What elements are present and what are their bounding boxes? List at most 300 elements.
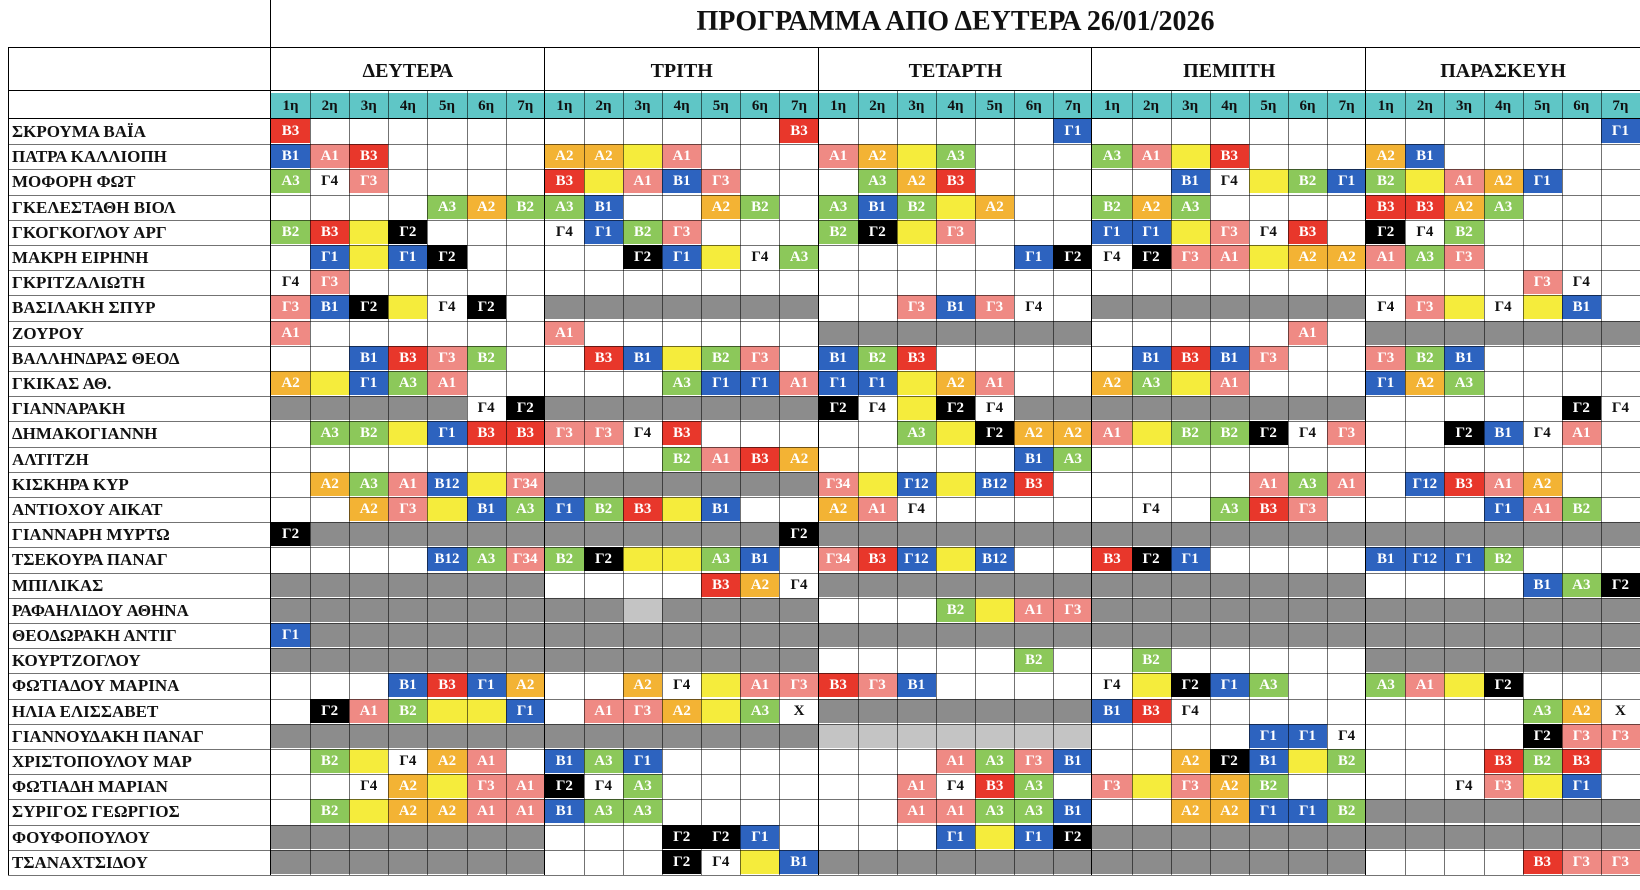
schedule-cell <box>1053 396 1092 420</box>
schedule-cell <box>427 699 466 723</box>
schedule-cell <box>936 195 975 219</box>
schedule-cell: Α1 <box>819 144 858 168</box>
schedule-cell <box>779 724 818 748</box>
schedule-cell <box>1210 623 1249 647</box>
schedule-cell <box>623 850 662 874</box>
grid-line-vertical <box>897 90 898 875</box>
schedule-cell: Γ3 <box>1210 220 1249 244</box>
schedule-cell <box>779 169 818 193</box>
schedule-cell <box>740 623 779 647</box>
schedule-cell <box>1327 623 1366 647</box>
schedule-cell <box>1366 447 1405 471</box>
schedule-cell: Γ2 <box>1210 749 1249 773</box>
schedule-cell: Γ1 <box>1444 547 1483 571</box>
schedule-cell: Α1 <box>1249 472 1288 496</box>
schedule-cell: Γ2 <box>1366 220 1405 244</box>
schedule-cell: Α2 <box>349 497 388 521</box>
schedule-cell <box>310 547 349 571</box>
schedule-cell <box>506 447 545 471</box>
schedule-cell <box>545 648 584 672</box>
schedule-cell: Β3 <box>1562 749 1601 773</box>
schedule-cell: Α1 <box>1092 421 1131 445</box>
schedule-cell: Α3 <box>740 699 779 723</box>
schedule-cell <box>740 648 779 672</box>
schedule-cell <box>1366 270 1405 294</box>
schedule-cell: Β1 <box>819 346 858 370</box>
schedule-cell <box>1405 169 1444 193</box>
schedule-cell <box>1327 396 1366 420</box>
schedule-cell <box>623 119 662 143</box>
schedule-cell <box>1562 169 1601 193</box>
schedule-cell <box>467 623 506 647</box>
schedule-cell <box>1210 195 1249 219</box>
schedule-cell: Α2 <box>388 799 427 823</box>
schedule-cell <box>467 144 506 168</box>
schedule-cell <box>1484 623 1523 647</box>
schedule-cell <box>1562 547 1601 571</box>
schedule-cell <box>662 270 701 294</box>
schedule-cell <box>897 447 936 471</box>
schedule-cell <box>1405 421 1444 445</box>
schedule-cell <box>1014 623 1053 647</box>
schedule-cell: Β2 <box>623 220 662 244</box>
schedule-cell <box>1405 447 1444 471</box>
schedule-cell <box>1327 270 1366 294</box>
schedule-cell: Γ3 <box>936 220 975 244</box>
schedule-cell <box>545 371 584 395</box>
schedule-cell <box>858 850 897 874</box>
schedule-cell: Α2 <box>1210 774 1249 798</box>
schedule-cell <box>1092 648 1131 672</box>
schedule-cell <box>1053 346 1092 370</box>
schedule-cell <box>388 447 427 471</box>
schedule-cell: Β3 <box>1210 144 1249 168</box>
grid-line-horizontal <box>8 295 1640 296</box>
teacher-name: ΒΑΣΙΛΑΚΗ ΣΠΥΡ <box>12 298 156 318</box>
schedule-cell: Γ2 <box>1444 421 1483 445</box>
schedule-cell: Γ1 <box>1014 245 1053 269</box>
schedule-cell: Α3 <box>349 472 388 496</box>
schedule-cell <box>1249 270 1288 294</box>
period-header: 1η <box>819 93 858 118</box>
schedule-cell <box>858 447 897 471</box>
schedule-cell <box>388 270 427 294</box>
schedule-cell: Γ1 <box>1366 371 1405 395</box>
schedule-cell <box>623 724 662 748</box>
schedule-cell <box>584 850 623 874</box>
schedule-cell: Α3 <box>545 195 584 219</box>
schedule-cell <box>1210 825 1249 849</box>
schedule-cell <box>349 724 388 748</box>
schedule-cell: Γ1 <box>1523 169 1562 193</box>
schedule-cell <box>1562 598 1601 622</box>
schedule-cell <box>1171 144 1210 168</box>
schedule-cell: Γ4 <box>1444 774 1483 798</box>
schedule-cell: Γ4 <box>662 673 701 697</box>
schedule-cell: Γ4 <box>1171 699 1210 723</box>
schedule-cell <box>310 598 349 622</box>
period-header: 3η <box>349 93 388 118</box>
schedule-cell <box>1092 623 1131 647</box>
schedule-cell: Γ2 <box>388 220 427 244</box>
period-header: 6η <box>1288 93 1327 118</box>
schedule-cell: Γ12 <box>1405 547 1444 571</box>
schedule-cell: Α3 <box>1562 573 1601 597</box>
schedule-cell <box>584 648 623 672</box>
teacher-name: ΑΝΤΙΟΧΟΥ ΑΙΚΑΤ <box>12 500 163 519</box>
schedule-cell: Α3 <box>936 144 975 168</box>
schedule-cell <box>1562 195 1601 219</box>
schedule-cell: Β2 <box>662 447 701 471</box>
schedule-cell <box>467 245 506 269</box>
schedule-cell <box>1288 346 1327 370</box>
schedule-cell <box>506 598 545 622</box>
grid-line-vertical <box>1014 90 1015 875</box>
grid-line-vertical <box>506 90 507 875</box>
schedule-cell <box>388 648 427 672</box>
schedule-cell <box>936 346 975 370</box>
schedule-cell <box>1014 850 1053 874</box>
schedule-cell <box>1014 144 1053 168</box>
schedule-cell <box>310 447 349 471</box>
schedule-cell <box>545 598 584 622</box>
schedule-cell <box>740 220 779 244</box>
schedule-cell <box>1249 169 1288 193</box>
period-header: 5η <box>427 93 466 118</box>
schedule-cell: Β3 <box>1014 472 1053 496</box>
schedule-cell <box>1523 825 1562 849</box>
schedule-cell: Β3 <box>1171 346 1210 370</box>
schedule-cell <box>740 724 779 748</box>
period-header: 7η <box>1601 93 1640 118</box>
schedule-cell <box>349 598 388 622</box>
schedule-cell <box>545 472 584 496</box>
schedule-cell <box>545 245 584 269</box>
schedule-cell <box>779 321 818 345</box>
schedule-cell <box>427 825 466 849</box>
schedule-cell <box>467 321 506 345</box>
schedule-cell: Β3 <box>936 169 975 193</box>
schedule-cell: Α2 <box>1366 144 1405 168</box>
schedule-cell <box>1092 169 1131 193</box>
schedule-cell <box>975 144 1014 168</box>
schedule-cell <box>427 447 466 471</box>
schedule-cell: Α1 <box>779 371 818 395</box>
schedule-cell <box>1601 169 1640 193</box>
schedule-cell <box>349 673 388 697</box>
grid-line-horizontal <box>8 270 1640 271</box>
schedule-cell: Γ4 <box>1288 421 1327 445</box>
teacher-name: ΣΥΡΙΓΟΣ ΓΕΩΡΓΙΟΣ <box>12 802 180 822</box>
schedule-cell <box>1132 749 1171 773</box>
schedule-cell <box>1210 850 1249 874</box>
schedule-cell: Β12 <box>975 472 1014 496</box>
schedule-cell <box>545 522 584 546</box>
schedule-cell <box>819 825 858 849</box>
schedule-cell: Γ1 <box>1327 169 1366 193</box>
schedule-cell <box>506 169 545 193</box>
schedule-cell <box>1523 295 1562 319</box>
schedule-cell <box>1249 598 1288 622</box>
schedule-cell <box>349 270 388 294</box>
schedule-cell: Γ4 <box>1601 396 1640 420</box>
schedule-cell: Γ3 <box>545 421 584 445</box>
schedule-cell: Α3 <box>310 421 349 445</box>
schedule-cell <box>1092 799 1131 823</box>
schedule-cell <box>310 371 349 395</box>
schedule-cell: Γ3 <box>1562 724 1601 748</box>
schedule-cell <box>1053 623 1092 647</box>
schedule-cell <box>1562 245 1601 269</box>
schedule-cell <box>1210 724 1249 748</box>
schedule-cell <box>819 522 858 546</box>
schedule-cell <box>545 825 584 849</box>
schedule-cell <box>740 295 779 319</box>
schedule-cell <box>1053 497 1092 521</box>
grid-line-vertical <box>270 0 271 875</box>
schedule-cell: Γ34 <box>819 472 858 496</box>
schedule-cell <box>779 749 818 773</box>
schedule-cell: Γ1 <box>1014 825 1053 849</box>
schedule-cell <box>819 749 858 773</box>
schedule-cell <box>349 220 388 244</box>
schedule-cell: Α2 <box>1444 195 1483 219</box>
schedule-cell <box>1366 497 1405 521</box>
schedule-cell <box>740 421 779 445</box>
period-header: 5η <box>975 93 1014 118</box>
period-header: 2η <box>584 93 623 118</box>
schedule-cell <box>1014 346 1053 370</box>
schedule-cell <box>1484 270 1523 294</box>
schedule-cell <box>1092 749 1131 773</box>
schedule-cell <box>819 447 858 471</box>
schedule-cell <box>1171 825 1210 849</box>
schedule-cell <box>310 119 349 143</box>
schedule-cell: Γ2 <box>1132 245 1171 269</box>
schedule-cell <box>1288 573 1327 597</box>
schedule-cell <box>623 522 662 546</box>
schedule-cell <box>427 573 466 597</box>
schedule-cell <box>1249 245 1288 269</box>
schedule-cell <box>1288 825 1327 849</box>
schedule-cell <box>1327 825 1366 849</box>
schedule-cell: Γ2 <box>467 295 506 319</box>
schedule-cell <box>545 623 584 647</box>
schedule-cell <box>1327 295 1366 319</box>
schedule-cell <box>662 749 701 773</box>
schedule-cell <box>623 598 662 622</box>
schedule-cell: Β2 <box>701 346 740 370</box>
schedule-cell <box>1444 699 1483 723</box>
schedule-cell <box>1132 169 1171 193</box>
schedule-cell <box>1366 749 1405 773</box>
schedule-cell <box>1523 623 1562 647</box>
grid-line-vertical <box>818 47 819 875</box>
schedule-cell <box>1249 144 1288 168</box>
schedule-cell <box>1405 321 1444 345</box>
schedule-cell <box>1484 522 1523 546</box>
schedule-cell: Γ2 <box>819 396 858 420</box>
schedule-cell: Α1 <box>310 144 349 168</box>
schedule-cell: Γ4 <box>1014 295 1053 319</box>
schedule-cell: Α3 <box>584 799 623 823</box>
schedule-cell <box>623 472 662 496</box>
schedule-cell <box>740 598 779 622</box>
schedule-cell: Α1 <box>897 774 936 798</box>
schedule-cell: Γ1 <box>1601 119 1640 143</box>
schedule-cell <box>467 270 506 294</box>
schedule-cell <box>1444 850 1483 874</box>
grid-line-horizontal <box>8 749 1640 750</box>
schedule-cell: Β3 <box>1405 195 1444 219</box>
day-header: ΤΡΙΤΗ <box>650 60 713 82</box>
grid-line-horizontal <box>8 547 1640 548</box>
schedule-cell <box>779 144 818 168</box>
schedule-cell <box>975 497 1014 521</box>
schedule-cell <box>740 119 779 143</box>
schedule-cell: Α3 <box>701 547 740 571</box>
schedule-cell <box>740 774 779 798</box>
schedule-cell <box>779 346 818 370</box>
schedule-cell <box>1601 598 1640 622</box>
schedule-cell <box>545 396 584 420</box>
schedule-cell: Α2 <box>388 774 427 798</box>
schedule-cell <box>388 295 427 319</box>
schedule-cell <box>1405 774 1444 798</box>
schedule-cell: Β2 <box>349 421 388 445</box>
schedule-cell <box>1053 195 1092 219</box>
schedule-cell <box>1444 522 1483 546</box>
schedule-cell <box>1366 472 1405 496</box>
schedule-cell <box>506 825 545 849</box>
schedule-cell <box>427 119 466 143</box>
schedule-cell <box>388 522 427 546</box>
schedule-cell: Γ1 <box>623 749 662 773</box>
schedule-cell <box>1444 623 1483 647</box>
teacher-name: ΓΙΑΝΝΑΡΑΚΗ <box>12 399 126 419</box>
schedule-cell: Β3 <box>1249 497 1288 521</box>
schedule-cell <box>1132 295 1171 319</box>
grid-line-vertical <box>1365 47 1366 875</box>
schedule-cell <box>1601 623 1640 647</box>
schedule-cell <box>701 144 740 168</box>
schedule-cell: Β3 <box>545 169 584 193</box>
schedule-cell: Β3 <box>427 673 466 697</box>
schedule-cell: Α2 <box>623 673 662 697</box>
schedule-cell: Β2 <box>1171 421 1210 445</box>
schedule-cell <box>819 774 858 798</box>
schedule-cell <box>897 623 936 647</box>
schedule-title: ΠΡΟΓΡΑΜΜΑ ΑΠΟ ΔΕΥΤΕΡΑ 26/01/2026 <box>696 6 1215 37</box>
schedule-cell <box>349 799 388 823</box>
schedule-cell <box>623 396 662 420</box>
schedule-cell <box>662 774 701 798</box>
schedule-cell: Γ3 <box>740 346 779 370</box>
schedule-cell: Γ1 <box>740 371 779 395</box>
schedule-cell: Γ3 <box>1562 850 1601 874</box>
schedule-cell: Β3 <box>662 421 701 445</box>
schedule-cell <box>1014 673 1053 697</box>
schedule-cell <box>467 850 506 874</box>
schedule-cell <box>1366 396 1405 420</box>
schedule-cell <box>975 699 1014 723</box>
schedule-cell <box>1327 547 1366 571</box>
schedule-cell: Γ4 <box>1249 220 1288 244</box>
schedule-cell: Γ2 <box>858 220 897 244</box>
schedule-cell <box>1288 547 1327 571</box>
schedule-cell <box>271 396 310 420</box>
grid-line-vertical <box>1523 90 1524 875</box>
schedule-cell <box>1092 850 1131 874</box>
schedule-cell: Γ1 <box>1249 724 1288 748</box>
schedule-cell: Γ1 <box>584 220 623 244</box>
schedule-cell <box>662 522 701 546</box>
schedule-cell <box>662 346 701 370</box>
schedule-cell <box>701 522 740 546</box>
schedule-cell <box>271 799 310 823</box>
schedule-cell <box>271 598 310 622</box>
schedule-cell <box>1171 220 1210 244</box>
schedule-cell: Γ2 <box>975 421 1014 445</box>
schedule-cell <box>1601 346 1640 370</box>
schedule-cell <box>506 119 545 143</box>
schedule-cell <box>1327 497 1366 521</box>
schedule-cell <box>1444 119 1483 143</box>
schedule-cell: Β3 <box>975 774 1014 798</box>
schedule-cell <box>858 825 897 849</box>
schedule-cell <box>1405 825 1444 849</box>
schedule-cell <box>584 245 623 269</box>
schedule-cell <box>858 421 897 445</box>
schedule-cell <box>936 699 975 723</box>
schedule-cell <box>1327 321 1366 345</box>
schedule-cell <box>1327 573 1366 597</box>
schedule-cell: Β1 <box>1210 346 1249 370</box>
schedule-cell: Γ2 <box>1484 673 1523 697</box>
grid-line-horizontal <box>8 875 1640 876</box>
schedule-cell <box>1484 396 1523 420</box>
schedule-cell <box>388 573 427 597</box>
schedule-cell: Α2 <box>936 371 975 395</box>
schedule-cell <box>1366 799 1405 823</box>
schedule-cell <box>584 119 623 143</box>
schedule-cell <box>740 144 779 168</box>
schedule-cell <box>662 472 701 496</box>
period-header: 2η <box>310 93 349 118</box>
schedule-cell: Β3 <box>740 447 779 471</box>
schedule-cell <box>740 799 779 823</box>
schedule-cell: Γ4 <box>1484 295 1523 319</box>
schedule-cell <box>897 699 936 723</box>
schedule-cell <box>584 724 623 748</box>
teacher-name: ΓΙΑΝΝΑΡΗ ΜΥΡΤΩ <box>12 525 170 545</box>
schedule-cell <box>1405 648 1444 672</box>
schedule-cell <box>740 321 779 345</box>
schedule-cell <box>936 447 975 471</box>
schedule-cell <box>1562 799 1601 823</box>
schedule-cell <box>975 673 1014 697</box>
schedule-cell: Γ3 <box>271 295 310 319</box>
schedule-cell <box>701 749 740 773</box>
schedule-cell <box>388 547 427 571</box>
schedule-cell <box>1484 724 1523 748</box>
grid-line-horizontal <box>8 447 1640 448</box>
schedule-cell <box>1601 421 1640 445</box>
schedule-cell <box>623 195 662 219</box>
schedule-cell <box>858 573 897 597</box>
schedule-cell <box>1288 598 1327 622</box>
schedule-cell: Β2 <box>1405 346 1444 370</box>
